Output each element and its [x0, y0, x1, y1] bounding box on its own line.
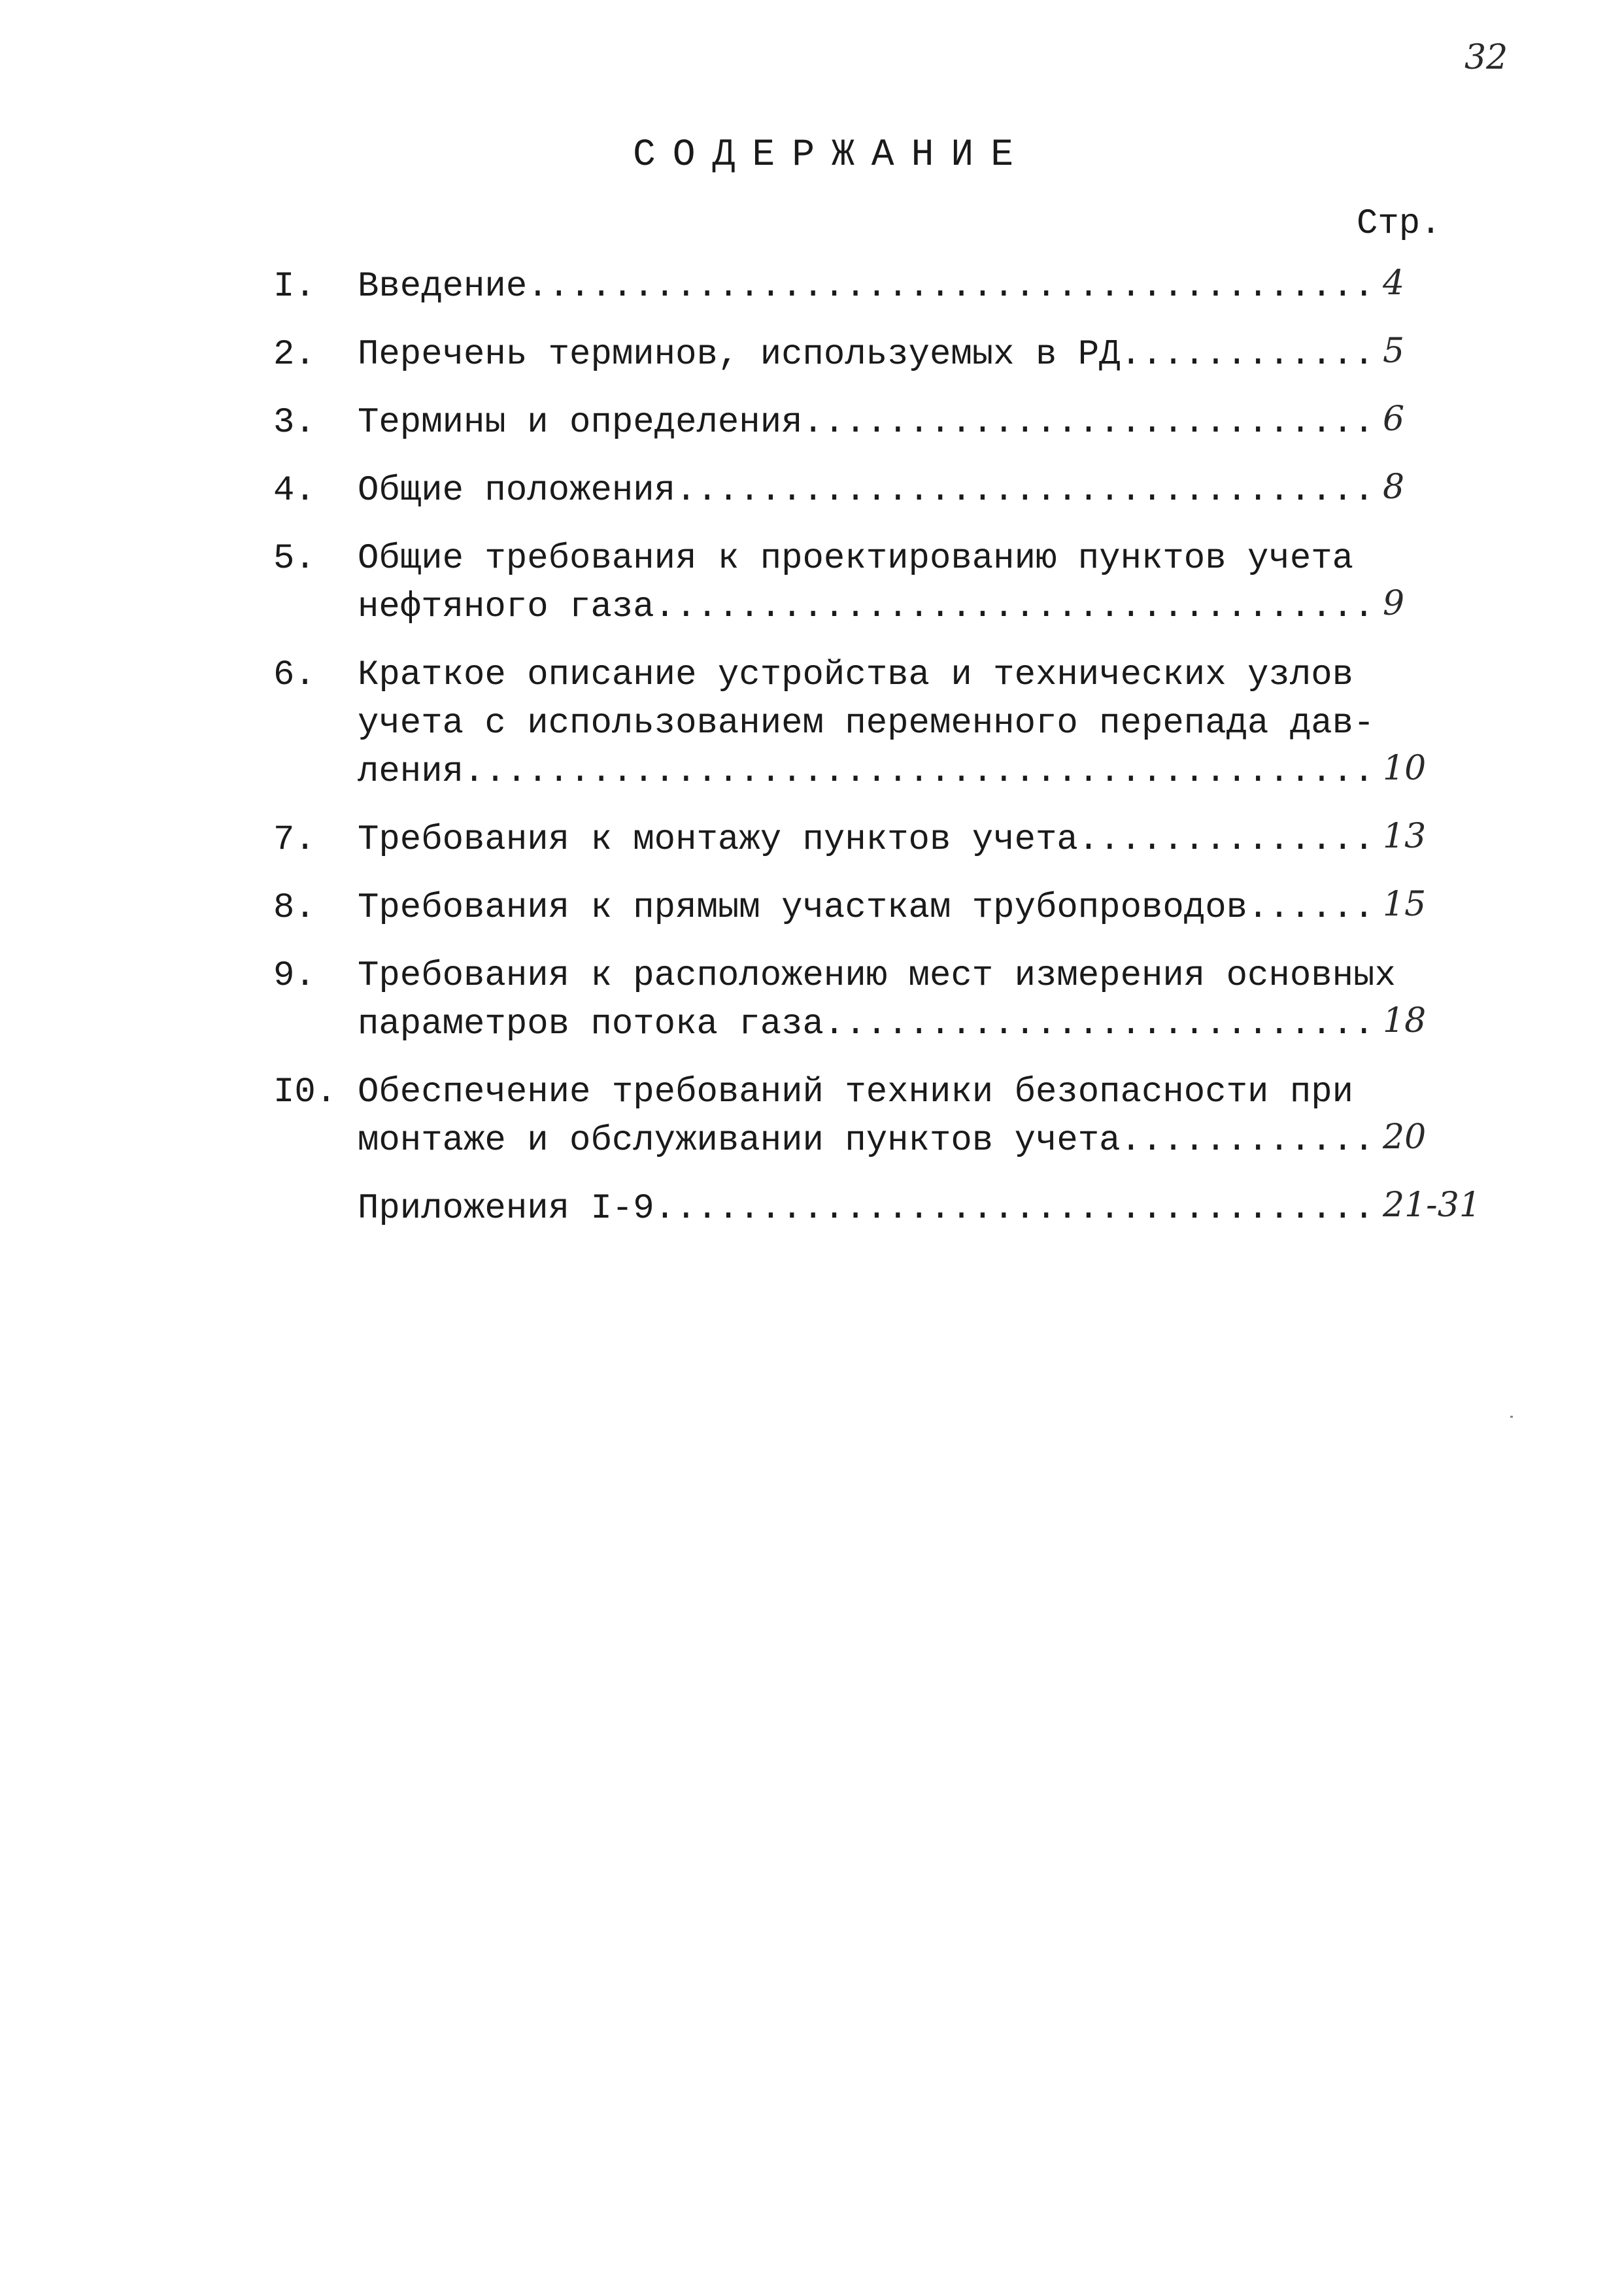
toc-page-number: 15 [1383, 885, 1427, 924]
toc-leader-line [358, 884, 1381, 933]
toc-entry-number: I0. [273, 1072, 337, 1112]
toc-entry-title: Термины и определения [358, 403, 803, 443]
toc-entry-title: Введение [358, 267, 528, 307]
toc-entry-title: Требования к расположению мест измерения основных [358, 956, 1396, 996]
toc-line [0, 748, 1624, 796]
toc-entry-title: нефтяного газа [358, 587, 654, 627]
toc-entry-number: 6. [273, 655, 316, 695]
toc-leader-line [358, 583, 1381, 632]
table-of-contents [0, 263, 1624, 1253]
toc-entry [0, 263, 1624, 311]
toc-line [0, 1069, 1624, 1117]
toc-entry-title: Приложения I-9 [358, 1189, 654, 1229]
toc-entry [0, 1069, 1624, 1165]
dot-leader [654, 583, 1381, 632]
toc-leader-line [358, 1001, 1381, 1049]
dot-leader [1121, 331, 1381, 379]
toc-line [0, 1185, 1624, 1233]
toc-line [0, 816, 1624, 865]
toc-entry [0, 467, 1624, 515]
toc-entry-number: 9. [273, 956, 316, 996]
toc-entry-title: монтаже и обслуживании пунктов учета [358, 1121, 1121, 1161]
toc-leader-line [358, 331, 1381, 379]
toc-entry-number: 4. [273, 471, 316, 511]
toc-page-number: 6 [1383, 400, 1405, 439]
toc-page-number: 8 [1383, 468, 1405, 507]
dot-leader [1121, 1117, 1381, 1165]
toc-page-number: 9 [1383, 584, 1405, 623]
toc-entry-number: 2. [273, 335, 316, 375]
toc-page-number: 10 [1383, 749, 1427, 788]
dot-leader [824, 1001, 1381, 1049]
toc-entry [0, 651, 1624, 796]
toc-line [0, 263, 1624, 311]
toc-entry-title: ления [358, 752, 464, 792]
dot-leader [527, 263, 1381, 311]
toc-entry-number: I. [273, 267, 316, 307]
dot-leader [1078, 816, 1381, 865]
dot-leader [654, 1185, 1381, 1233]
toc-leader-line [358, 263, 1381, 311]
toc-entry-title: Перечень терминов, используемых в РД [358, 335, 1121, 375]
document-title: СОДЕРЖАНИЕ [632, 134, 1031, 177]
toc-entry-title: Требования к монтажу пунктов учета [358, 820, 1078, 860]
toc-line [0, 952, 1624, 1001]
toc-leader-line [358, 1117, 1381, 1165]
toc-entry-number: 5. [273, 539, 316, 579]
toc-entry-number: 3. [273, 403, 316, 443]
toc-entry-number: 7. [273, 820, 316, 860]
toc-entry [0, 952, 1624, 1049]
toc-entry-title: учета с использованием переменного перепада дав- [358, 704, 1375, 744]
toc-entry-title: параметров потока газа [358, 1004, 824, 1044]
toc-page-number: 4 [1383, 264, 1405, 303]
toc-line [0, 1001, 1624, 1049]
toc-entry [0, 816, 1624, 865]
toc-line [0, 884, 1624, 933]
toc-leader-line [358, 748, 1381, 796]
toc-entry-title: Требования к прямым участкам трубопроводов [358, 888, 1248, 928]
toc-page-number: 18 [1383, 1001, 1427, 1040]
dot-leader [803, 399, 1381, 447]
scan-speck [1510, 1416, 1513, 1418]
toc-entry-title: Общие требования к проектированию пунктов учета [358, 539, 1354, 579]
toc-line [0, 1117, 1624, 1165]
toc-page-number: 5 [1383, 332, 1405, 371]
toc-entry-title: Обеспечение требований техники безопасности при [358, 1072, 1354, 1112]
toc-leader-line [358, 1185, 1381, 1233]
toc-line [0, 399, 1624, 447]
toc-line [0, 700, 1624, 748]
page-number: 32 [1464, 38, 1508, 77]
toc-entry-title: Краткое описание устройства и технических узлов [358, 655, 1354, 695]
toc-entry-title: Общие положения [358, 471, 676, 511]
toc-entry-number: 8. [273, 888, 316, 928]
toc-entry [0, 331, 1624, 379]
toc-page-number: 13 [1383, 817, 1427, 856]
toc-line [0, 583, 1624, 632]
toc-leader-line [358, 816, 1381, 865]
toc-line [0, 331, 1624, 379]
toc-entry [0, 535, 1624, 632]
dot-leader [1247, 884, 1381, 933]
toc-entry [0, 399, 1624, 447]
toc-entry [0, 884, 1624, 933]
dot-leader [675, 467, 1381, 515]
toc-line [0, 467, 1624, 515]
toc-line [0, 651, 1624, 700]
toc-page-number: 20 [1383, 1118, 1427, 1157]
dot-leader [464, 748, 1381, 796]
toc-line [0, 535, 1624, 583]
toc-page-number: 21-31 [1383, 1186, 1481, 1225]
page-column-header: Стр. [1357, 204, 1442, 244]
toc-entry [0, 1185, 1624, 1233]
toc-leader-line [358, 467, 1381, 515]
toc-leader-line [358, 399, 1381, 447]
